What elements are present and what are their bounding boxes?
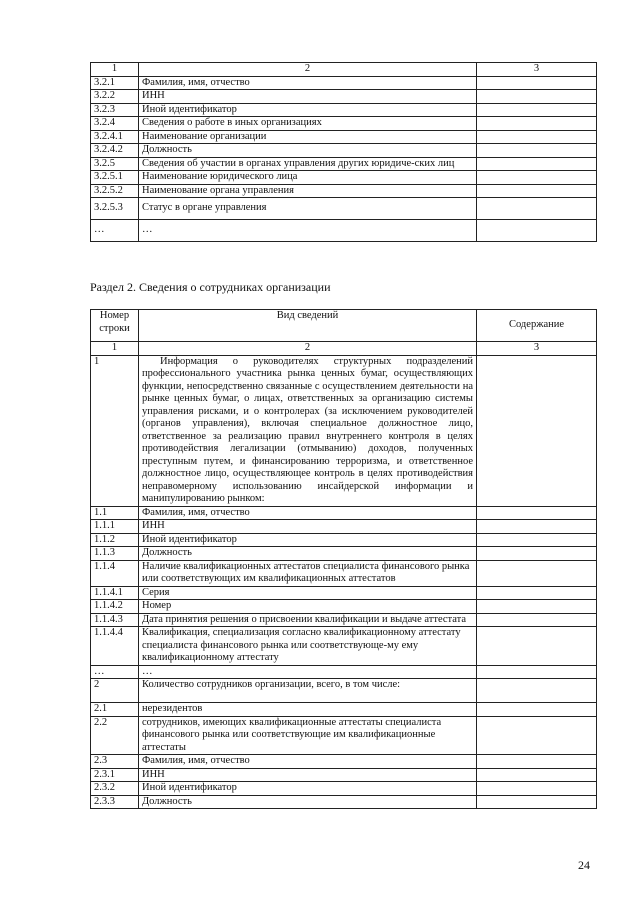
page-number: 24 bbox=[578, 858, 590, 872]
table-row bbox=[91, 768, 597, 782]
col-number-2: 2 bbox=[139, 342, 477, 356]
col-number-3: 3 bbox=[477, 342, 597, 356]
header-kind: Вид сведений bbox=[139, 310, 477, 342]
row-number: 2.3.2 bbox=[91, 782, 139, 796]
row-number: 2.2 bbox=[91, 716, 139, 755]
row-number: 1.1.4 bbox=[91, 560, 139, 586]
row-text: Должность bbox=[139, 547, 477, 561]
row-text: Наименование юридического лица bbox=[139, 171, 477, 185]
table-row bbox=[91, 755, 597, 769]
row-content bbox=[477, 184, 597, 198]
row-content bbox=[477, 755, 597, 769]
row-content bbox=[477, 768, 597, 782]
table-row bbox=[91, 586, 597, 600]
table-row bbox=[91, 679, 597, 703]
table-row bbox=[91, 130, 597, 144]
row-text: Серия bbox=[139, 586, 477, 600]
table-row bbox=[91, 184, 597, 198]
row-text: Наименование организации bbox=[139, 130, 477, 144]
row-text: Должность bbox=[139, 144, 477, 158]
row-text: Количество сотрудников организации, всего, в том числе: bbox=[139, 679, 477, 703]
row-number: 3.2.4.1 bbox=[91, 130, 139, 144]
row-content bbox=[477, 600, 597, 614]
employees-table bbox=[90, 309, 597, 809]
row-text: Фамилия, имя, отчество bbox=[139, 506, 477, 520]
row-number: 3.2.3 bbox=[91, 103, 139, 117]
row-content bbox=[477, 716, 597, 755]
row-number: 1.1.4.4 bbox=[91, 627, 139, 666]
row-content bbox=[477, 679, 597, 703]
header-content: Содержание bbox=[477, 310, 597, 342]
row-text: Наименование органа управления bbox=[139, 184, 477, 198]
row-text: Статус в органе управления bbox=[139, 198, 477, 220]
table-row bbox=[91, 600, 597, 614]
table-row bbox=[91, 520, 597, 534]
row-text: Иной идентификатор bbox=[139, 533, 477, 547]
table-row bbox=[91, 533, 597, 547]
header-number: Номер строки bbox=[91, 310, 139, 342]
row-text: Сведения о работе в иных организациях bbox=[139, 117, 477, 131]
row-number: 3.2.5.2 bbox=[91, 184, 139, 198]
table-header-row bbox=[91, 310, 597, 342]
row-text: Сведения об участии в органах управления других юридиче-ских лиц bbox=[139, 157, 477, 171]
row-text: Наличие квалификационных аттестатов специалиста финансового рынка или соответствующих им квалификационных аттестатов bbox=[139, 560, 477, 586]
row-number: … bbox=[91, 220, 139, 242]
row-number: 2.3.3 bbox=[91, 795, 139, 809]
row-content bbox=[477, 117, 597, 131]
row-number: 3.2.4 bbox=[91, 117, 139, 131]
col-number-3: 3 bbox=[477, 63, 597, 77]
table-row bbox=[91, 547, 597, 561]
row-number: 3.2.1 bbox=[91, 76, 139, 90]
row-content bbox=[477, 198, 597, 220]
row-text: Фамилия, имя, отчество bbox=[139, 755, 477, 769]
row-number: 1.1.4.3 bbox=[91, 613, 139, 627]
row-content bbox=[477, 547, 597, 561]
row-text: Фамилия, имя, отчество bbox=[139, 76, 477, 90]
row-content bbox=[477, 613, 597, 627]
row-number: 1.1.3 bbox=[91, 547, 139, 561]
row-content bbox=[477, 520, 597, 534]
row-text: ИНН bbox=[139, 90, 477, 104]
row-text: Информация о руководителях структурных подразделений профессионального участника рынка ценных бумаг, осуществляющих функции, непосредственно связанные с осуществлением деятельности на рынке ценных бумаг, о лицах, ответственных за организацию системы управления рисками, и о контролерах (за исключением руководителей (органов управления), включая специальное должностное лицо, ответственное за реализацию правил внутреннего контроля в целях противодействия легализации (отмыванию) доходов, полученных преступным путем, и финансированию терроризма, и ответственное должностное лицо, осуществляющее контроль в целях противодействия неправомерному использованию инсайдерской информации и манипулированию рынком: bbox=[139, 355, 477, 506]
row-text: … bbox=[139, 665, 477, 679]
row-content bbox=[477, 703, 597, 717]
table-row bbox=[91, 220, 597, 242]
table-row bbox=[91, 716, 597, 755]
row-number: … bbox=[91, 665, 139, 679]
row-text: ИНН bbox=[139, 768, 477, 782]
table-row bbox=[91, 560, 597, 586]
row-content bbox=[477, 76, 597, 90]
table-row bbox=[91, 171, 597, 185]
row-content bbox=[477, 355, 597, 506]
row-text: нерезидентов bbox=[139, 703, 477, 717]
row-content bbox=[477, 220, 597, 242]
row-text: Должность bbox=[139, 795, 477, 809]
row-number: 2.3.1 bbox=[91, 768, 139, 782]
row-number: 2 bbox=[91, 679, 139, 703]
row-content bbox=[477, 130, 597, 144]
table-row bbox=[91, 665, 597, 679]
row-number: 1.1.2 bbox=[91, 533, 139, 547]
table-row bbox=[91, 117, 597, 131]
row-text: Иной идентификатор bbox=[139, 782, 477, 796]
row-content bbox=[477, 171, 597, 185]
row-content bbox=[477, 627, 597, 666]
row-number: 2.1 bbox=[91, 703, 139, 717]
row-text: Квалификация, специализация согласно квалификационному аттестату специалиста финансового рынка или соответствующе-му ему квалификационному аттестату bbox=[139, 627, 477, 666]
row-number: 1.1.1 bbox=[91, 520, 139, 534]
row-number: 1 bbox=[91, 355, 139, 506]
row-text: сотрудников, имеющих квалификационные аттестаты специалиста финансового рынка или соответствующие им квалификационные аттестаты bbox=[139, 716, 477, 755]
row-content bbox=[477, 144, 597, 158]
col-number-2: 2 bbox=[139, 63, 477, 77]
row-content bbox=[477, 665, 597, 679]
table-row bbox=[91, 198, 597, 220]
table-row bbox=[91, 90, 597, 104]
row-number: 3.2.5.3 bbox=[91, 198, 139, 220]
row-number: 3.2.5 bbox=[91, 157, 139, 171]
col-number-1: 1 bbox=[91, 63, 139, 77]
row-number: 2.3 bbox=[91, 755, 139, 769]
table-row bbox=[91, 613, 597, 627]
row-text: Номер bbox=[139, 600, 477, 614]
table-header-row bbox=[91, 63, 597, 77]
row-content bbox=[477, 795, 597, 809]
table-row bbox=[91, 355, 597, 506]
row-number: 3.2.4.2 bbox=[91, 144, 139, 158]
row-number: 1.1.4.1 bbox=[91, 586, 139, 600]
row-text: … bbox=[139, 220, 477, 242]
row-content bbox=[477, 103, 597, 117]
section-title: Раздел 2. Сведения о сотрудниках организации bbox=[90, 280, 331, 294]
row-content bbox=[477, 506, 597, 520]
table-row bbox=[91, 703, 597, 717]
row-content bbox=[477, 157, 597, 171]
row-content bbox=[477, 533, 597, 547]
table-row bbox=[91, 103, 597, 117]
table-row bbox=[91, 795, 597, 809]
table-continuation bbox=[90, 62, 597, 242]
row-number: 3.2.5.1 bbox=[91, 171, 139, 185]
row-number: 1.1.4.2 bbox=[91, 600, 139, 614]
col-number-1: 1 bbox=[91, 342, 139, 356]
table-row bbox=[91, 627, 597, 666]
table-row bbox=[91, 506, 597, 520]
row-number: 3.2.2 bbox=[91, 90, 139, 104]
row-content bbox=[477, 560, 597, 586]
row-content bbox=[477, 90, 597, 104]
row-content bbox=[477, 586, 597, 600]
table-numbering-row bbox=[91, 342, 597, 356]
table-row bbox=[91, 76, 597, 90]
table-row bbox=[91, 144, 597, 158]
row-text: Дата принятия решения о присвоении квалификации и выдаче аттестата bbox=[139, 613, 477, 627]
table-row bbox=[91, 157, 597, 171]
row-number: 1.1 bbox=[91, 506, 139, 520]
row-content bbox=[477, 782, 597, 796]
row-text: Иной идентификатор bbox=[139, 103, 477, 117]
row-text: ИНН bbox=[139, 520, 477, 534]
table-row bbox=[91, 782, 597, 796]
